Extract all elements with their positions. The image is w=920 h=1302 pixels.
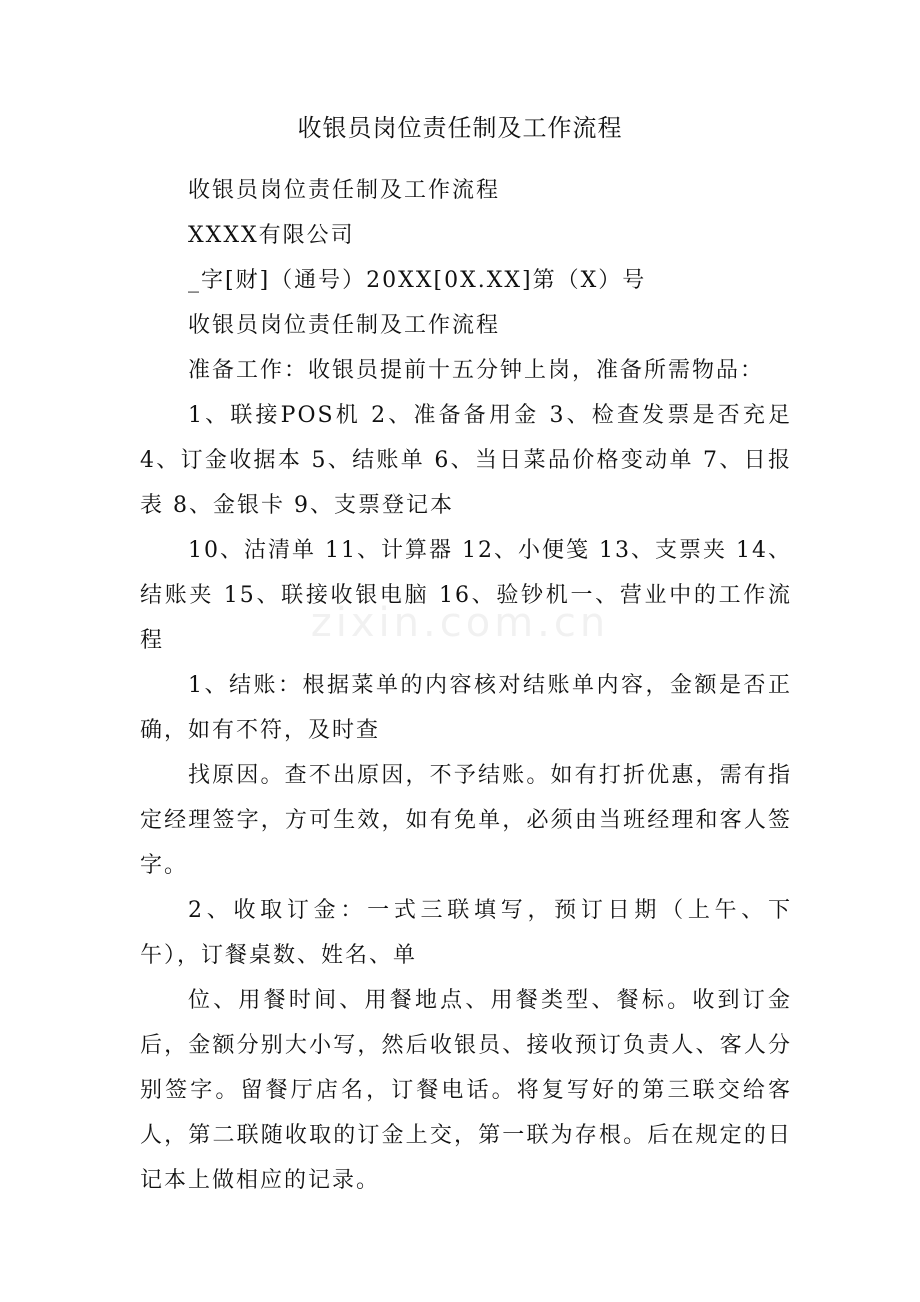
paragraph-preparation: 准备工作：收银员提前十五分钟上岗，准备所需物品： [188,358,765,383]
paragraph-checkout-cont: 找原因。查不出原因，不予结账。如有打折优惠，需有指定经理签字，方可生效，如有免单，必须由当班经理和客人签字。 [140,763,792,878]
paragraph-heading: 收银员岗位责任制及工作流程 [188,313,501,338]
watermark: zixin.com.cn [310,600,610,646]
paragraph-checkout: 1、结账：根据菜单的内容核对结账单内容，金额是否正确，如有不符，及时查 [140,673,792,743]
paragraph-items-2: 10、沽清单 11、计算器 12、小便笺 13、支票夹 14、结账夹 15、联接收银电脑 16、验钞机一、营业中的工作流程 [140,538,792,653]
paragraph-items-1: 1、联接POS机 2、准备备用金 3、检查发票是否充足 4、订金收据本 5、结账单 6、当日菜品价格变动单 7、日报表 8、金银卡 9、支票登记本 [140,403,792,518]
document-title: 收银员岗位责任制及工作流程 [297,114,623,142]
document-body [140,168,792,1203]
paragraph-deposit: 2、收取订金：一式三联填写，预订日期（上午、下午），订餐桌数、姓名、单 [140,898,792,968]
paragraph-company: XXXX有限公司 [188,223,355,248]
paragraph-deposit-cont: 位、用餐时间、用餐地点、用餐类型、餐标。收到订金后，金额分别大小写，然后收银员、接收预订负责人、客人分别签字。留餐厅店名，订餐电话。将复写好的第三联交给客人，第二联随收取的订金上交，第一联为存根。后在规定的日记本上做相应的记录。 [140,988,792,1193]
paragraph-doc-number: _字[财]（通号）20XX[0X.XX]第（X）号 [188,268,647,293]
paragraph-subtitle: 收银员岗位责任制及工作流程 [188,178,501,203]
